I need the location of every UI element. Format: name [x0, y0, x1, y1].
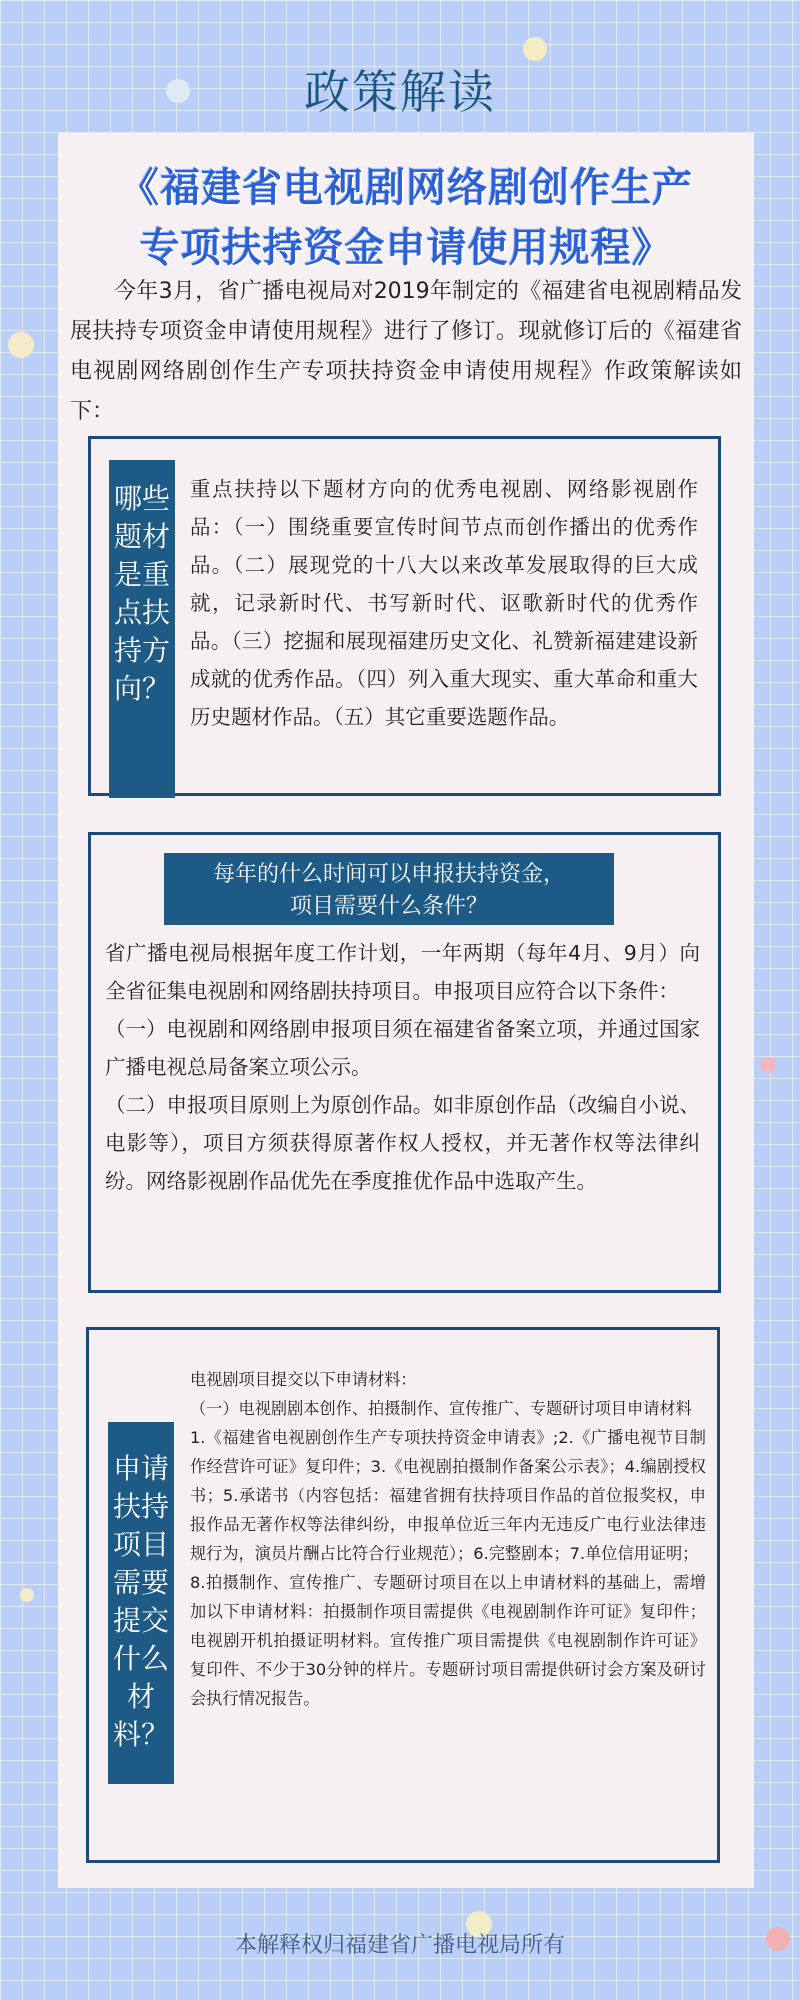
document-title-line1: 《福建省电视剧网络剧创作生产 [119, 165, 693, 211]
decorative-dot [760, 1057, 776, 1073]
section-key-topics-body: 重点扶持以下题材方向的优秀电视剧、网络影视剧作品：（一）围绕重要宣传时间节点而创作播出的优秀作品。（二）展现党的十八大以来改革发展取得的巨大成就，记录新时代、书写新时代、讴歌新时代的优秀作品。（三）挖掘和展现福建历史文化、礼赞新福建建设新成就的优秀作品。（四）列入重大现实、重大革命和重大历史题材作品。（五）其它重要选题作品。 [190, 477, 698, 729]
conditions-paragraph: 省广播电视局根据年度工作计划，一年两期（每年4月、9月）向全省征集电视剧和网络剧扶持项目。申报项目应符合以下条件： [105, 941, 700, 1003]
materials-additional: 8.拍摄制作、宣传推广、专题研讨项目在以上申请材料的基础上，需增加以下申请材料：拍摄制作项目需提供《电视剧制作许可证》复印件；电视剧开机拍摄证明材料。宣传推广项目需提供《电视剧制作许可证》复印件、不少于30分钟的样片。专题研讨项目需提供研讨会方案及研讨会执行情况报告。 [190, 1573, 706, 1708]
document-title-line2: 专项扶持资金申请使用规程》 [139, 225, 673, 271]
decorative-dot [20, 1588, 34, 1602]
footer-copyright: 本解释权归福建省广播电视局所有 [234, 1933, 565, 1958]
intro-paragraph: 今年3月，省广播电视局对2019年制定的《福建省电视剧精品发展扶持专项资金申请使用规程》进行了修订。现就修订后的《福建省电视剧网络剧创作生产专项扶持资金申请使用规程》作政策解读如下： [70, 279, 742, 424]
section-key-topics-label: 哪些题材是重点扶持方向？ [109, 460, 175, 798]
conditions-item-2: （二）申报项目原则上为原创作品。如非原创作品（改编自小说、电影等），项目方须获得原著作权人授权，并无著作权等法律纠纷。网络影视剧作品优先在季度推优作品中选取产生。 [105, 1093, 700, 1193]
section-required-materials-label: 申请扶持项目需要提交什么材料？ [108, 1422, 174, 1784]
decorative-dot [8, 332, 34, 358]
conditions-item-1: （一）电视剧和网络剧申报项目须在福建省备案立项，并通过国家广播电视总局备案立项公示。 [105, 1017, 700, 1079]
section-required-materials-body [190, 1365, 706, 1713]
materials-item-1: （一）电视剧剧本创作、拍摄制作、宣传推广、专题研讨项目申请材料 [190, 1399, 692, 1418]
materials-intro: 电视剧项目提交以下申请材料： [190, 1370, 417, 1389]
materials-list: 1.《福建省电视剧创作生产专项扶持资金申请表》;2.《广播电视节目制作经营许可证》复印件；3.《电视剧拍摄制作备案公示表》；4.编剧授权书；5.承诺书（内容包括：福建省拥有扶持项目作品的首位报奖权，申报作品无著作权等法律纠纷，申报单位近三年内无违反广电行业法律违规行为，演员片酬占比符合行业规范）；6.完整剧本；7.单位信用证明； [190, 1428, 706, 1563]
section-application-body [105, 934, 700, 1200]
section-application-question [164, 853, 614, 925]
page-title: 政策解读 [304, 65, 496, 119]
question-line2: 项目需要什么条件？ [289, 894, 488, 919]
question-line1: 每年的什么时间可以申报扶持资金， [212, 862, 565, 887]
document-title [58, 158, 754, 278]
